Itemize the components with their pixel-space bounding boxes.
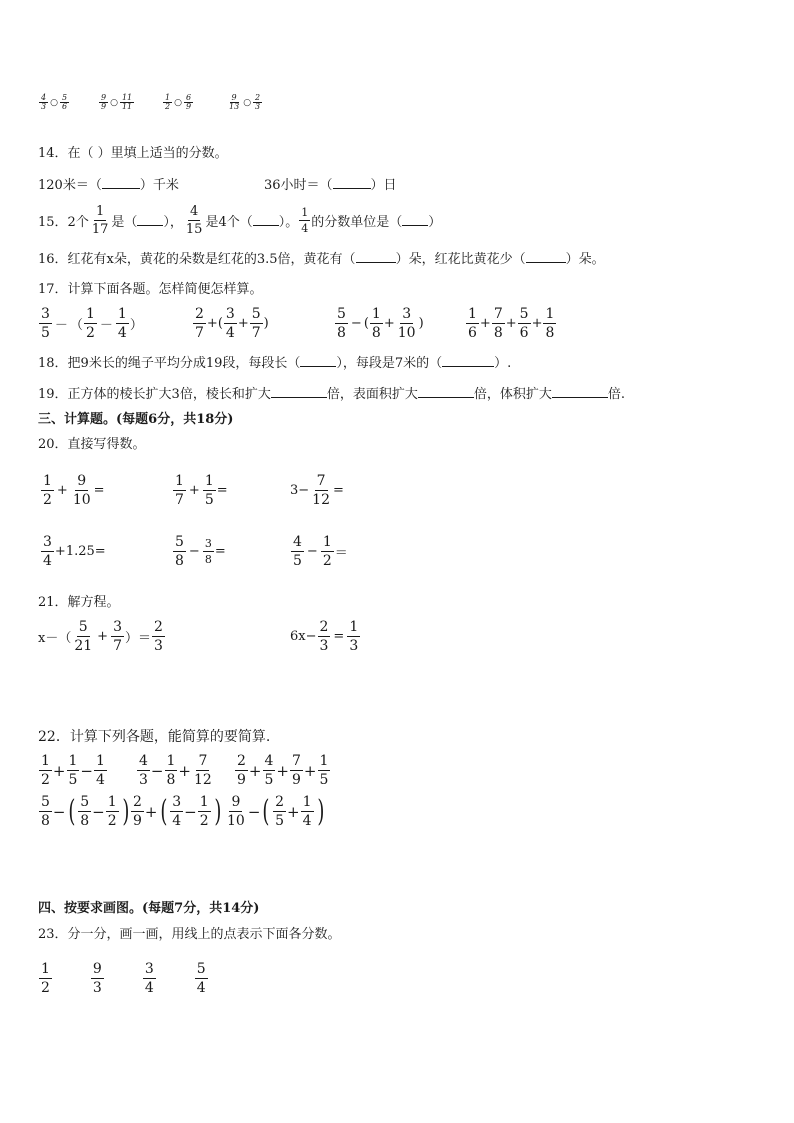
numerator: 9 — [101, 93, 107, 102]
operator: − — [350, 316, 362, 331]
paren: ( — [363, 316, 369, 331]
q17-title: 17．计算下面各题。怎样简便怎样算。 — [38, 282, 263, 297]
numerator: 6 — [185, 93, 192, 102]
q16 — [38, 252, 605, 266]
q14-part1 — [38, 178, 179, 192]
q18-text: 18．把9米长的绳子平均分成19段，每段长（ — [38, 356, 301, 371]
compare-item-3 — [162, 94, 194, 111]
denominator: 21 — [74, 638, 93, 654]
q18 — [38, 356, 511, 370]
numerator: 1 — [43, 473, 52, 489]
answer-blank[interactable] — [442, 356, 494, 367]
q14-part2 — [264, 178, 397, 192]
numerator: 3 — [144, 961, 154, 977]
operator: − — [92, 802, 105, 821]
q18-text: ），每段是7米的（ — [336, 356, 443, 371]
q19-text: 19．正方体的棱长扩大3倍，棱长和扩大 — [38, 387, 271, 402]
section-3-heading: 三、计算题。(每题6分，共18分) — [38, 412, 234, 427]
compare-item-2 — [98, 94, 135, 111]
denominator: 8 — [204, 553, 212, 566]
denominator: 13 — [229, 102, 240, 111]
denominator: 10 — [227, 813, 245, 829]
denominator: 8 — [545, 325, 555, 341]
denominator: 4 — [301, 222, 309, 235]
numerator: 1 — [107, 794, 117, 810]
numerator: 1 — [468, 306, 477, 322]
equals: ＝ — [334, 546, 348, 561]
denominator: 2 — [165, 102, 171, 111]
q22-r1-expr-1 — [38, 754, 108, 787]
operator: + — [248, 761, 262, 780]
operator: + — [237, 316, 249, 331]
operator: + — [383, 316, 395, 331]
numerator: 1 — [302, 794, 312, 810]
numerator: 2 — [237, 753, 246, 769]
numerator: 1 — [322, 534, 332, 550]
numerator: 1 — [301, 206, 309, 219]
numerator: 7 — [493, 306, 503, 322]
denominator: 11 — [121, 102, 133, 111]
denominator: 4 — [96, 772, 105, 788]
numerator: 1 — [95, 204, 105, 219]
numerator: 1 — [199, 794, 209, 810]
denominator: 10 — [72, 492, 91, 508]
numerator: 5 — [61, 93, 68, 102]
q21-equation-2 — [290, 620, 361, 653]
numerator: 1 — [165, 93, 171, 102]
numerator: 5 — [337, 306, 346, 322]
numerator: 1 — [85, 306, 95, 322]
numerator: 4 — [190, 204, 199, 219]
denominator: 5 — [264, 772, 274, 788]
q15-text: 是4个（ — [205, 215, 253, 230]
numerator: 9 — [231, 794, 241, 810]
compare-item-4 — [226, 94, 263, 111]
denominator: 5 — [293, 553, 302, 569]
denominator: 9 — [101, 102, 107, 111]
q22-title: 22．计算下列各题，能简算的要简算. — [38, 729, 271, 745]
denominator: 5 — [68, 772, 78, 788]
numerator: 1 — [41, 961, 50, 977]
paren: ) — [418, 316, 424, 331]
numerator: 5 — [251, 306, 261, 322]
answer-blank[interactable] — [102, 178, 140, 189]
paren: ) — [316, 793, 324, 829]
compare-circle[interactable]: ○ — [243, 97, 252, 108]
answer-blank[interactable] — [356, 252, 396, 263]
q22-r2-expr-3 — [224, 795, 326, 828]
numerator: 2 — [154, 619, 163, 635]
operator: + — [479, 316, 491, 331]
operator: + — [52, 761, 66, 780]
q21-equation-1 — [38, 620, 166, 653]
paren: ( — [159, 793, 167, 829]
operator: − — [306, 544, 318, 559]
denominator: 5 — [41, 325, 50, 341]
denominator: 8 — [80, 813, 90, 829]
q20-expr-6 — [290, 535, 348, 568]
numerator: 2 — [319, 619, 329, 635]
q16-text: 16．红花有x朵，黄花的朵数是红花的3.5倍，黄花有（ — [38, 252, 356, 267]
numerator: 4 — [41, 93, 47, 102]
denominator: 4 — [302, 813, 312, 829]
numerator: 3 — [41, 306, 50, 322]
numerator: 9 — [231, 93, 237, 102]
numerator: 9 — [77, 473, 87, 489]
numerator: 1 — [175, 473, 184, 489]
denominator: 2 — [43, 492, 52, 508]
operator: + — [276, 761, 289, 780]
q14-title: 14．在（ ）里填上适当的分数。 — [38, 146, 228, 161]
operator: + — [303, 761, 317, 780]
numerator: 5 — [78, 619, 88, 635]
denominator: 8 — [175, 553, 184, 569]
q19-text: 倍，表面积扩大 — [326, 387, 418, 402]
numerator: 2 — [275, 794, 285, 810]
q14-p2-text: 36小时＝（ — [264, 178, 333, 193]
operator: − — [80, 761, 93, 780]
operator: － — [99, 318, 113, 333]
denominator: 9 — [237, 772, 246, 788]
operator: − — [150, 761, 164, 780]
denominator: 12 — [312, 492, 330, 508]
denominator: 5 — [204, 492, 214, 508]
numerator: 3 — [172, 794, 182, 810]
numerator: 5 — [41, 794, 50, 810]
numerator: 1 — [96, 753, 105, 769]
equals: = — [333, 483, 344, 498]
denominator: 17 — [91, 222, 109, 237]
operator: + — [56, 483, 68, 498]
numerator: 1 — [41, 753, 50, 769]
numerator: 1 — [68, 753, 78, 769]
q22-r1-expr-2 — [136, 754, 215, 787]
equals: = — [214, 544, 226, 559]
numerator: 3 — [43, 534, 52, 550]
section-4-heading: 四、按要求画图。(每题7分，共14分) — [38, 901, 260, 916]
q14-p1-text: 120米＝（ — [38, 178, 102, 193]
denominator: 2 — [41, 980, 50, 996]
operator: − — [188, 544, 200, 559]
numerator: 1 — [545, 306, 555, 322]
q14-p1-unit: ）千米 — [139, 178, 179, 193]
q20-expr-3 — [290, 474, 344, 507]
q15-text: 的分数单位是（ — [311, 215, 403, 230]
q19-text: 倍. — [607, 387, 625, 402]
numerator: 7 — [316, 473, 326, 489]
numerator: 4 — [264, 753, 274, 769]
denominator: 8 — [337, 325, 346, 341]
operator: + — [206, 316, 218, 331]
paren: （ — [69, 318, 83, 333]
denominator: 4 — [225, 325, 235, 341]
denominator: 9 — [133, 813, 142, 829]
q20-expr-5 — [172, 535, 226, 568]
q17-expr-3 — [334, 307, 424, 340]
denominator: 3 — [139, 772, 148, 788]
operator: + — [144, 802, 158, 821]
q23-fractions — [38, 962, 209, 995]
compare-circle[interactable]: ○ — [50, 97, 58, 108]
denominator: 3 — [154, 638, 163, 654]
numerator: 2 — [255, 93, 261, 102]
denominator: 3 — [255, 102, 261, 111]
denominator: 4 — [43, 553, 52, 569]
q15 — [38, 205, 441, 236]
compare-item-1 — [38, 94, 70, 111]
answer-blank[interactable] — [271, 387, 327, 398]
numerator: 7 — [198, 753, 208, 769]
q14-p2-unit: ）日 — [370, 178, 397, 193]
q20-title: 20．直接写得数。 — [38, 437, 146, 452]
denominator: 7 — [113, 638, 122, 654]
numerator: 7 — [292, 753, 301, 769]
numerator: 4 — [293, 534, 302, 550]
compare-circle[interactable]: ○ — [110, 97, 118, 108]
operator: － — [54, 318, 68, 333]
q20-expr-4 — [40, 535, 106, 568]
answer-blank[interactable] — [253, 215, 279, 226]
q17-expr-2 — [192, 307, 269, 340]
denominator: 15 — [185, 222, 203, 237]
numerator: 1 — [371, 306, 381, 322]
q16-text: ）朵，红花比黄花少（ — [395, 252, 526, 267]
paren: ) — [213, 793, 222, 829]
q15-text: 15．2个 — [38, 215, 89, 230]
equals: = — [216, 483, 228, 498]
denominator: 7 — [175, 492, 184, 508]
numerator: 11 — [121, 93, 133, 102]
q16-text: ）朵。 — [565, 252, 605, 267]
denominator: 2 — [322, 553, 332, 569]
operator: − — [184, 802, 197, 821]
denominator: 7 — [195, 325, 204, 341]
q17-expr-1 — [38, 307, 143, 340]
denominator: 10 — [397, 325, 416, 341]
denominator: 5 — [275, 813, 285, 829]
denominator: 6 — [61, 102, 68, 111]
numerator: 1 — [166, 753, 176, 769]
denominator: 4 — [196, 980, 206, 996]
answer-blank[interactable] — [526, 252, 566, 263]
numerator: 4 — [139, 753, 148, 769]
q21-title: 21．解方程。 — [38, 595, 120, 610]
denominator: 8 — [371, 325, 381, 341]
numerator: 3 — [204, 537, 212, 550]
numerator: 5 — [519, 306, 529, 322]
denominator: 8 — [166, 772, 176, 788]
denominator: 6 — [519, 325, 529, 341]
denominator: 6 — [468, 325, 477, 341]
q23-title: 23．分一分，画一画，用线上的点表示下面各分数。 — [38, 927, 341, 942]
compare-circle[interactable]: ○ — [174, 97, 182, 108]
q22-r1-expr-3 — [234, 754, 331, 787]
q15-text: 是（ — [111, 215, 138, 230]
numerator: 3 — [225, 306, 235, 322]
numerator: 1 — [349, 619, 359, 635]
numerator: 1 — [204, 473, 214, 489]
operator: + — [531, 316, 543, 331]
denominator: 2 — [199, 813, 209, 829]
paren: ( — [217, 316, 223, 331]
denominator: 7 — [251, 325, 261, 341]
denominator: 8 — [41, 813, 50, 829]
q20-expr-2 — [172, 474, 228, 507]
operator: + — [287, 802, 300, 821]
operator: − — [52, 802, 66, 821]
denominator: 12 — [194, 772, 212, 788]
numerator: 2 — [133, 794, 142, 810]
paren: ） — [129, 318, 143, 333]
q22-r2-expr-2 — [130, 795, 223, 828]
answer-blank[interactable] — [552, 387, 608, 398]
denominator: 4 — [117, 325, 127, 341]
numerator: 2 — [195, 306, 204, 322]
denominator: 8 — [493, 325, 503, 341]
numerator: 1 — [117, 306, 127, 322]
denominator: 3 — [319, 638, 329, 654]
denominator: 2 — [41, 772, 50, 788]
q17-expr-4 — [465, 307, 557, 340]
answer-blank[interactable] — [300, 356, 336, 367]
q22-r2-expr-1 — [38, 795, 131, 828]
denominator: 9 — [185, 102, 192, 111]
denominator: 2 — [85, 325, 95, 341]
denominator: 5 — [319, 772, 329, 788]
numerator: 5 — [80, 794, 90, 810]
paren: ) — [121, 793, 130, 829]
answer-blank[interactable] — [137, 215, 163, 226]
denominator: 4 — [144, 980, 154, 996]
operator: + — [505, 316, 517, 331]
numerator: 9 — [92, 961, 102, 977]
q18-text: ）. — [494, 356, 512, 371]
operator: − — [247, 802, 261, 821]
equals: = — [93, 483, 105, 498]
numerator: 1 — [319, 753, 329, 769]
operator: + — [97, 629, 109, 644]
numerator: 5 — [175, 534, 184, 550]
answer-blank[interactable] — [333, 178, 371, 189]
tail: +1.25= — [54, 544, 106, 559]
denominator: 3 — [92, 980, 102, 996]
q15-text: ）， — [163, 215, 183, 230]
q19-text: 倍，体积扩大 — [473, 387, 552, 402]
numerator: 3 — [113, 619, 122, 635]
numerator: 3 — [402, 306, 412, 322]
denominator: 4 — [172, 813, 182, 829]
paren: ) — [263, 316, 269, 331]
numerator: 5 — [196, 961, 206, 977]
equals: = — [333, 629, 345, 644]
operator: + — [178, 761, 191, 780]
denominator: 3 — [349, 638, 359, 654]
postfix: ）＝ — [125, 631, 152, 646]
answer-blank[interactable] — [402, 215, 428, 226]
answer-blank[interactable] — [418, 387, 474, 398]
paren: ( — [67, 793, 75, 829]
q19 — [38, 387, 625, 401]
denominator: 9 — [292, 772, 301, 788]
q20-expr-1 — [40, 474, 105, 507]
denominator: 3 — [41, 102, 47, 111]
operator: + — [188, 483, 200, 498]
paren: ( — [262, 793, 270, 829]
q15-text: ） — [428, 215, 442, 230]
denominator: 2 — [107, 813, 117, 829]
prefix: 3− — [290, 483, 310, 498]
prefix: x－（ — [38, 631, 72, 646]
q15-text: ）。 — [278, 215, 299, 230]
prefix: 6x− — [290, 629, 317, 644]
